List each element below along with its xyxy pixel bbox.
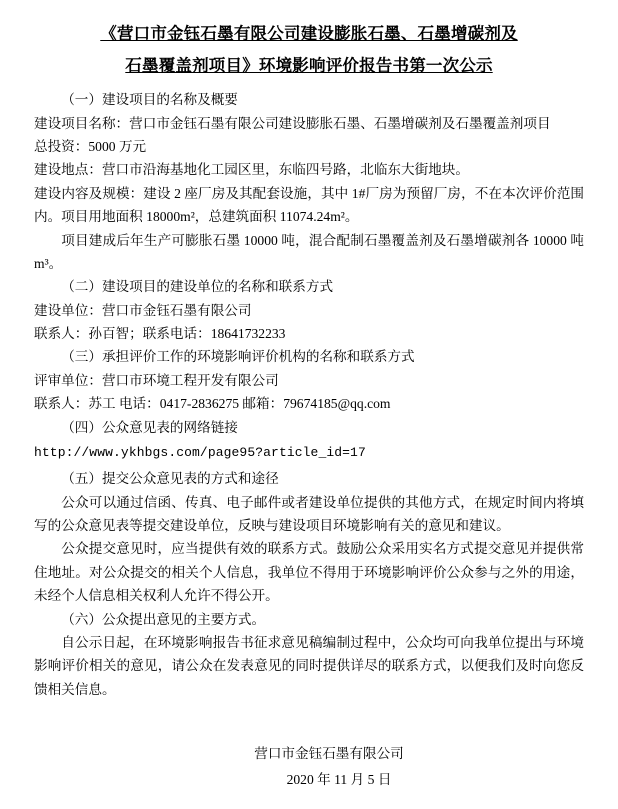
title-line-2: 石墨覆盖剂项目》环境影响评价报告书第一次公示 [125, 56, 493, 76]
paragraph-build-unit: 建设单位：营口市金钰石墨有限公司 [34, 302, 252, 318]
paragraph-investment: 总投资：5000 万元 [34, 139, 147, 155]
paragraph-capacity: 项目建成后年生产可膨胀石墨 10000 吨，混合配制石墨覆盖剂及石墨增碳剂各 10000 吨 m³。 [34, 232, 584, 271]
paragraph-submit-methods: 公众可以通过信函、传真、电子邮件或者建设单位提供的其他方式，在规定时间内将填写的公众意见表等提交建设单位，反映与建设项目环境影响有关的意见和建议。 [34, 494, 584, 534]
paragraph-eia-contact: 联系人：苏工 电话：0417-2836275 邮箱：79674185@qq.com [34, 396, 391, 412]
signature-company: 营口市金钰石墨有限公司 [254, 746, 404, 762]
document-body [34, 88, 584, 701]
title-line-1: 《营口市金钰石墨有限公司建设膨胀石墨、石墨增碳剂及 [100, 24, 518, 43]
section-heading-5: （五）提交公众意见表的方式和途径 [61, 471, 279, 487]
paragraph-feedback: 自公示日起，在环境影响报告书征求意见稿编制过程中，公众均可向我单位提出与环境影响评价相关的意见，请公众在发表意见的同时提供详尽的联系方式，以便我们及时向您反馈相关信息。 [34, 634, 584, 697]
public-opinion-link[interactable]: http://www.ykhbgs.com/page95?article_id=17 [34, 444, 366, 460]
paragraph-privacy: 公众提交意见时，应当提供有效的联系方式。鼓励公众采用实名方式提交意见并提供常住地址。对公众提交的相关个人信息，我单位不得用于环境影响评价公众参与之外的用途，未经个人信息相关权利人允许不得公开。 [34, 541, 584, 604]
document-title [34, 18, 584, 82]
paragraph-build-contact: 联系人：孙百智；联系电话：18641732233 [34, 326, 286, 342]
section-heading-4: （四）公众意见表的网络链接 [61, 419, 238, 435]
paragraph-eia-unit: 评审单位：营口市环境工程开发有限公司 [34, 372, 279, 388]
section-heading-1: （一）建设项目的名称及概要 [61, 92, 238, 108]
section-heading-6: （六）公众提出意见的主要方式。 [61, 611, 266, 627]
paragraph-project-name: 建设项目名称：营口市金钰石墨有限公司建设膨胀石墨、石墨增碳剂及石墨覆盖剂项目 [34, 115, 551, 131]
paragraph-location: 建设地点：营口市沿海基地化工园区里，东临四号路，北临东大街地块。 [34, 162, 469, 178]
section-heading-2: （二）建设项目的建设单位的名称和联系方式 [61, 279, 334, 295]
signature-date: 2020 年 11 月 5 日 [286, 771, 392, 787]
signature-block [34, 741, 584, 793]
section-heading-3: （三）承担评价工作的环境影响评价机构的名称和联系方式 [61, 349, 415, 365]
paragraph-scope: 建设内容及规模：建设 2 座厂房及其配套设施，其中 1#厂房为预留厂房，不在本次评价范围内。项目用地面积 18000m²，总建筑面积 11074.24m²。 [34, 185, 584, 225]
